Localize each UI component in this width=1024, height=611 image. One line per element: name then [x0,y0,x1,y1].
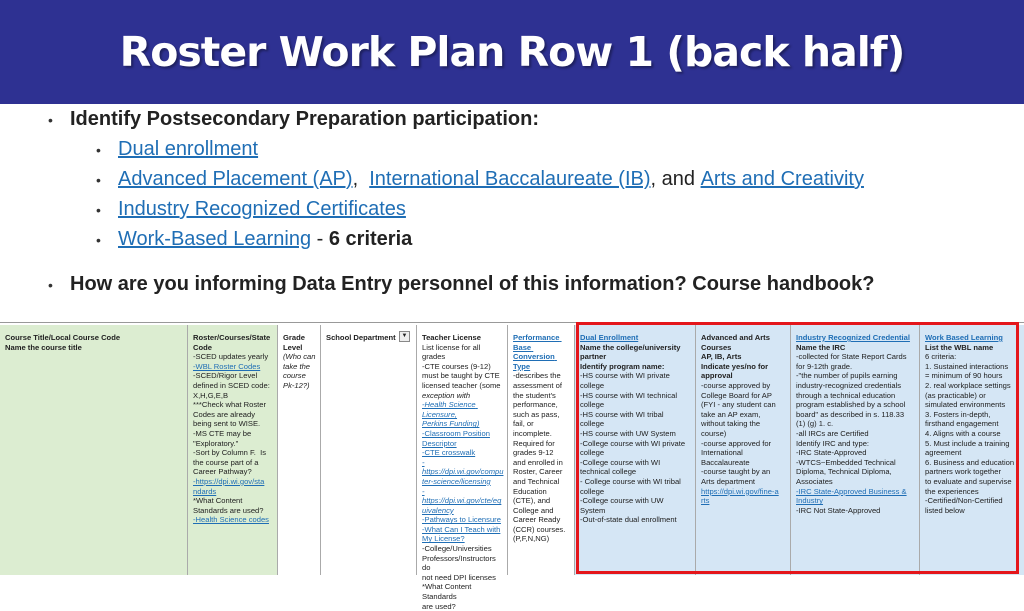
cell-line: fail, or [513,419,534,429]
separator-text: , [352,168,370,190]
cell-line: "Exploratory." [193,438,239,448]
advanced-placement-link[interactable]: Advanced Placement (AP) [118,168,353,190]
cell-line: the student's [513,390,556,400]
dual-enrollment-link[interactable]: Dual enrollment [118,138,259,160]
cell-line: such as pass, [513,409,560,419]
cell-line: *What Content Standards [422,582,474,602]
bullet-item-data-entry [48,273,875,296]
cell-line: 6 criteria: [925,352,957,362]
sub-bullet-irc [96,198,406,221]
cell-line: through a technical education [796,390,896,400]
cell-line: (Who can [283,352,316,362]
cell-line: without taking the [701,419,761,429]
sub-bullet-wbl [96,228,412,251]
cell-line: (P,F,N,NG) [513,534,550,544]
cell-line: and Technical [513,476,560,486]
cell-line: the experiences [925,486,979,496]
column-header: Teacher License [422,333,481,342]
cell-line: college [580,448,605,458]
column-header: Roster/Courses/State Code [193,333,273,352]
cell-line: being sent to WISE. [193,419,261,429]
bullet-dot-icon: • [96,232,101,248]
cell-line: listed below [925,505,965,515]
cell-line: licensed teacher (some [422,380,501,390]
cell-line: (CTE), and [513,496,551,506]
column-subheader: Name the IRC [796,342,846,352]
cell-line: take an AP exam, [701,409,761,419]
column-subheader: Name the college/university [580,342,681,352]
cell-line: -Certified/Non-Certified [925,496,1003,506]
cell-line: college [580,400,605,410]
column-header: Grade [283,333,305,342]
cell-line: -all IRCs are Certified [796,428,869,438]
cell-line: -HS course with WI technical [580,390,678,400]
cell-line: agreement [925,448,962,458]
cell-link[interactable]: Industry [796,496,824,506]
cell-line: 6. Business and education [925,457,1015,467]
column-subheader: Indicate yes/no for [701,361,769,371]
bullet-label: How are you informing Data Entry personnel of this information? Course handbook? [70,273,875,295]
cell-line: -course approved for [701,438,772,448]
cell-line: (CCR) courses. [513,524,566,534]
cell-line: Education [513,486,547,496]
cell-line: -Sort by Column F. Is [193,448,267,458]
cell-line: Codes are already [193,409,256,419]
cell-line: -HS course with UW System [580,428,676,438]
cell-line: simulated environments [925,400,1006,410]
cell-link[interactable]: -Classroom Position [422,428,490,438]
cell-link[interactable]: -https://dpi.wi.gov/cte/eq [422,486,502,506]
cell-line: X,H,G,E,B [193,390,229,400]
cell-line: *What Content [193,496,243,506]
sub-bullet-ap-ib-arts [96,168,864,191]
column-school-department [321,325,417,575]
international-baccalaureate-link[interactable]: International Baccalaureate (IB) [369,168,651,190]
separator-text: - [311,228,329,250]
cell-line: -HS course with WI tribal [580,409,664,419]
industry-recognized-certificates-link[interactable]: Industry Recognized Certificates [118,198,406,220]
column-course-title [0,325,188,575]
column-subheader: Courses [701,342,732,352]
cell-line: -SCED/Rigor Level [193,371,258,381]
cell-line: -WTCS~Embedded Technical [796,457,896,467]
cell-line: -IRC Not State-Approved [796,505,881,515]
bullet-dot-icon: • [96,172,101,188]
cell-link[interactable]: My License? [422,534,465,544]
cell-line: (FYI - any student can [701,400,776,410]
cell-line: college [580,486,605,496]
cell-link[interactable]: -What Can I Teach with [422,524,501,534]
cell-line: -Out-of-state dual enrollment [580,515,677,525]
cell-line: course) [701,428,727,438]
column-header: Course Title/Local Course Code [5,333,121,342]
cell-line: -College/Universities [422,544,492,554]
bullet-dot-icon: • [96,142,101,158]
cell-line: grades 9-12 [513,448,554,458]
cell-line: -College course with WI private [580,438,686,448]
cell-line: -College course with UW [580,496,664,506]
bullet-dot-icon: • [48,277,53,293]
cell-line: technical college [580,467,637,477]
criteria-count: 6 criteria [328,228,413,250]
cell-line: -"the number of pupils earning [796,371,898,381]
cell-line: exception with [422,390,471,400]
cell-line: Professors/Instructors do [422,553,498,573]
cell-line: Career Pathway? [193,467,252,477]
cell-link[interactable]: rts [701,496,710,506]
column-grade-level [278,325,321,575]
cell-line: -describes the [513,371,561,381]
bullet-list [0,104,1024,314]
cell-link[interactable]: https://dpi.wi.gov/fine-a [701,486,779,496]
cell-link[interactable]: -https://dpi.wi.gov/sta [193,476,265,486]
column-industry-credential [791,325,920,575]
work-based-learning-link[interactable]: Work-Based Learning [118,228,312,250]
cell-line: course [283,371,306,381]
cell-line: board" as described in s. 118.33 [796,409,905,419]
column-subheader: partner [580,352,607,362]
cell-line: Required for [513,438,555,448]
cell-line: incomplete. [513,428,552,438]
cell-line: grades [422,352,446,362]
column-subheader: AP, IB, Arts [701,352,742,362]
column-header: Level [283,342,303,352]
cell-line: 1. Sustained interactions [925,361,1009,371]
cell-line: are used? [422,601,456,611]
page-title: Roster Work Plan Row 1 (back half) [119,28,905,76]
cell-line: College Board for AP [701,390,772,400]
cell-line: firsthand engagement [925,419,999,429]
bullet-dot-icon: • [96,202,101,218]
cell-line: college [580,419,605,429]
cell-link[interactable]: -WBL Roster Codes [193,361,261,371]
cell-line: List license for all [422,342,481,352]
cell-line: -course approved by [701,380,771,390]
cell-line: -IRC State-Approved [796,448,867,458]
column-subheader: Identify program name: [580,361,665,371]
column-performance-base [508,325,575,575]
column-header-link[interactable]: Industry Recognized Credential [796,333,910,342]
column-header-link[interactable]: Work Based Learning [925,333,1003,342]
cell-line: college [580,380,605,390]
sub-bullet-dual-enrollment [96,138,258,161]
cell-line: -course taught by an [701,467,771,477]
cell-line: defined in SCED code: [193,380,270,390]
cell-line: performance, [513,400,558,410]
cell-link[interactable]: -Pathways to Licensure [422,515,501,525]
title-banner [0,0,1024,104]
column-header-link[interactable]: Performance Base Conversion Type [513,333,562,371]
cell-line: 4. Aligns with a course [925,428,1001,438]
cell-link[interactable]: -Health Science Licensure, [422,400,478,419]
cell-line: = minimum of 90 hours [925,371,1003,381]
cell-line: -collected for State Report Cards [796,352,907,362]
cell-line: -CTE courses (9-12) [422,361,491,371]
cell-link[interactable]: -CTE crosswalk [422,448,476,458]
cell-line: assessment of [513,380,562,390]
cell-line: -MS CTE may be [193,428,252,438]
cell-line: not need DPI licenses [422,572,496,582]
cell-line: 3. Fosters in-depth, [925,409,991,419]
roster-table-screenshot [0,322,1024,611]
cell-line: and enrolled in [513,457,563,467]
column-roster-state-code [188,325,278,575]
cell-line: take the [283,361,311,371]
column-header: Advanced and Arts [701,333,770,342]
cell-line: must be taught by CTE [422,371,500,381]
cell-line: Career Ready [513,515,561,525]
cell-line: for 9-12th grade. [796,361,853,371]
separator-text: , and [650,168,701,190]
cell-line: System [580,505,606,515]
cell-line: industry-recognized credentials [796,380,902,390]
cell-line: Arts department [701,476,756,486]
column-header-link[interactable]: Dual Enrollment [580,333,639,342]
cell-line: Diploma, Technical Diploma, [796,467,892,477]
cell-line: partners work together [925,467,1001,477]
column-advanced-arts [696,325,791,575]
cell-link[interactable]: -Health Science codes [193,515,269,525]
cell-link[interactable]: -https://dpi.wi.gov/compu [422,457,504,477]
bullet-dot-icon: • [48,112,53,128]
cell-line: Identify IRC and type: [796,438,870,448]
cell-line: Associates [796,476,833,486]
cell-link[interactable]: uivalency [422,505,454,515]
cell-line: Roster, Career [513,467,563,477]
cell-link[interactable]: ndards [193,486,217,496]
bullet-item-postsecondary [48,108,539,131]
cell-line: Pk-12?) [283,380,310,390]
cell-line: to evaluate and supervise [925,476,1012,486]
cell-line: International [701,448,743,458]
cell-line: program established by a school [796,400,906,410]
column-header: School Department [326,333,396,342]
cell-line: (1) (g) 1. c. [796,419,834,429]
cell-link[interactable]: Perkins Funding) [422,419,480,429]
cell-line: - College course with WI tribal [580,476,681,486]
cell-line: 2. real workplace settings [925,380,1011,390]
arts-and-creativity-link[interactable]: Arts and Creativity [700,168,864,190]
cell-line: -HS course with WI private [580,371,670,381]
column-teacher-license [417,325,508,611]
column-subheader: approval [701,371,733,381]
column-subheader: List the WBL name [925,342,994,352]
cell-line: 5. Must include a training [925,438,1010,448]
cell-line: Standards are used? [193,505,264,515]
cell-line: Baccalaureate [701,457,750,467]
cell-line: -SCED updates yearly [193,352,269,362]
cell-line: (as practicable) or [925,390,986,400]
dropdown-arrow-icon[interactable]: ▼ [399,331,410,342]
column-dual-enrollment [575,325,696,575]
bullet-label: Identify Postsecondary Preparation participation: [70,108,539,130]
cell-link[interactable]: -IRC State-Approved Business & [796,486,907,496]
cell-line: College and [513,505,554,515]
cell-line: the course part of a [193,457,259,467]
column-work-based-learning [920,325,1024,575]
cell-line: ***Check what Roster [193,400,267,410]
cell-link[interactable]: Descriptor [422,438,457,448]
cell-link[interactable]: ter-science/licensing [422,476,491,486]
column-subheader: Name the course title [5,342,82,352]
cell-line: -College course with WI [580,457,661,467]
